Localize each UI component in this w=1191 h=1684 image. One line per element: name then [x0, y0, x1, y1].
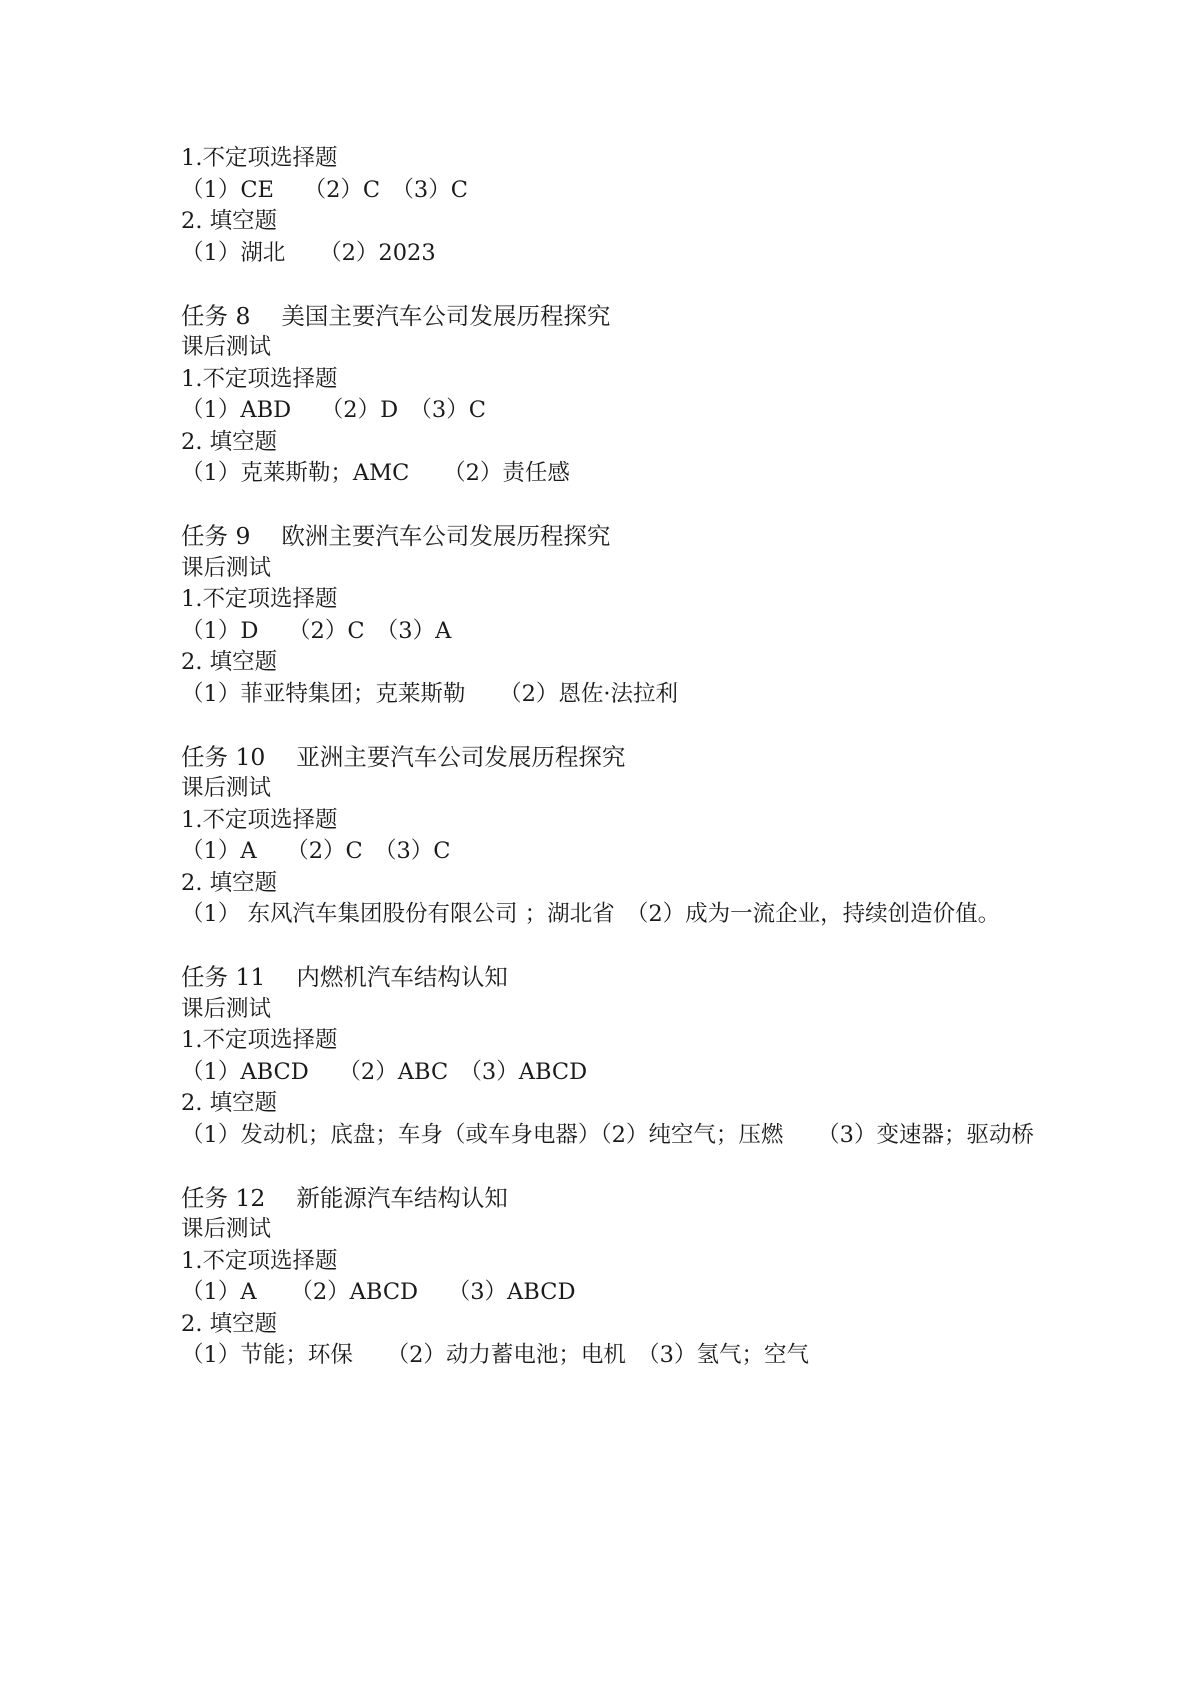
answer-key-content — [181, 143, 1041, 1372]
intro-q2-answers: （1）湖北 （2）2023 — [181, 239, 436, 266]
task-12-test-heading: 课后测试 — [181, 1216, 272, 1242]
task-10-test-heading: 课后测试 — [181, 775, 272, 801]
task-9-title: 任务 9 欧洲主要汽车公司发展历程探究 — [181, 522, 611, 550]
task-8-q1-heading: 1.不定项选择题 — [181, 365, 338, 392]
task-10-title: 任务 10 亚洲主要汽车公司发展历程探究 — [181, 742, 626, 771]
task-8-test-heading: 课后测试 — [181, 334, 272, 360]
task-11-q1-answers: （1）ABCD （2）ABC （3）ABCD — [181, 1058, 588, 1085]
section-spacer — [181, 269, 1041, 301]
task-11-title: 任务 11 内燃机汽车结构认知 — [181, 963, 508, 991]
task-9-test-heading: 课后测试 — [181, 554, 272, 581]
task-10-q2-heading: 2. 填空题 — [181, 869, 278, 896]
task-12-q2-heading: 2. 填空题 — [181, 1310, 278, 1337]
task-11-test-heading: 课后测试 — [181, 995, 272, 1022]
task-8-q2-answers: （1）克莱斯勒；AMC （2）责任感 — [181, 460, 570, 486]
intro-q2-heading: 2. 填空题 — [181, 208, 278, 234]
task-12-q1-answers: （1）A （2）ABCD （3）ABCD — [181, 1279, 576, 1305]
section-spacer — [181, 490, 1041, 522]
task-9-q1-answers: （1）D （2）C （3）A — [181, 617, 452, 644]
task-9-q2-answers: （1）菲亚特集团；克莱斯勒 （2）恩佐·法拉利 — [181, 680, 679, 707]
intro-q1-heading: 1.不定项选择题 — [181, 145, 338, 171]
task-9-q1-heading: 1.不定项选择题 — [181, 586, 338, 612]
section-spacer — [181, 931, 1041, 963]
task-8-q2-heading: 2. 填空题 — [181, 428, 278, 455]
task-10-q1-answers: （1）A （2）C （3）C — [181, 838, 451, 864]
task-11-q2-heading: 2. 填空题 — [181, 1090, 278, 1116]
section-spacer — [181, 1151, 1041, 1183]
task-12-q2-answers: （1）节能；环保 （2）动力蓄电池；电机 （3）氢气；空气 — [181, 1342, 809, 1368]
intro-q1-answers: （1）CE （2）C （3）C — [181, 176, 468, 203]
task-9-q2-heading: 2. 填空题 — [181, 649, 278, 675]
section-spacer — [181, 710, 1041, 742]
task-10-q2-answers: （1） 东风汽车集团股份有限公司 ；湖北省 （2）成为一流企业，持续创造价值。 — [181, 901, 1001, 927]
task-8-title: 任务 8 美国主要汽车公司发展历程探究 — [181, 301, 611, 330]
task-12-title: 任务 12 新能源汽车结构认知 — [181, 1183, 508, 1212]
task-8-q1-answers: （1）ABD （2）D （3）C — [181, 397, 486, 423]
task-10-q1-heading: 1.不定项选择题 — [181, 806, 338, 833]
task-12-q1-heading: 1.不定项选择题 — [181, 1247, 338, 1274]
task-11-q1-heading: 1.不定项选择题 — [181, 1027, 338, 1053]
task-11-q2-answers: （1）发动机；底盘；车身（或车身电器）（2）纯空气；压燃 （3）变速器；驱动桥 — [181, 1121, 1034, 1148]
